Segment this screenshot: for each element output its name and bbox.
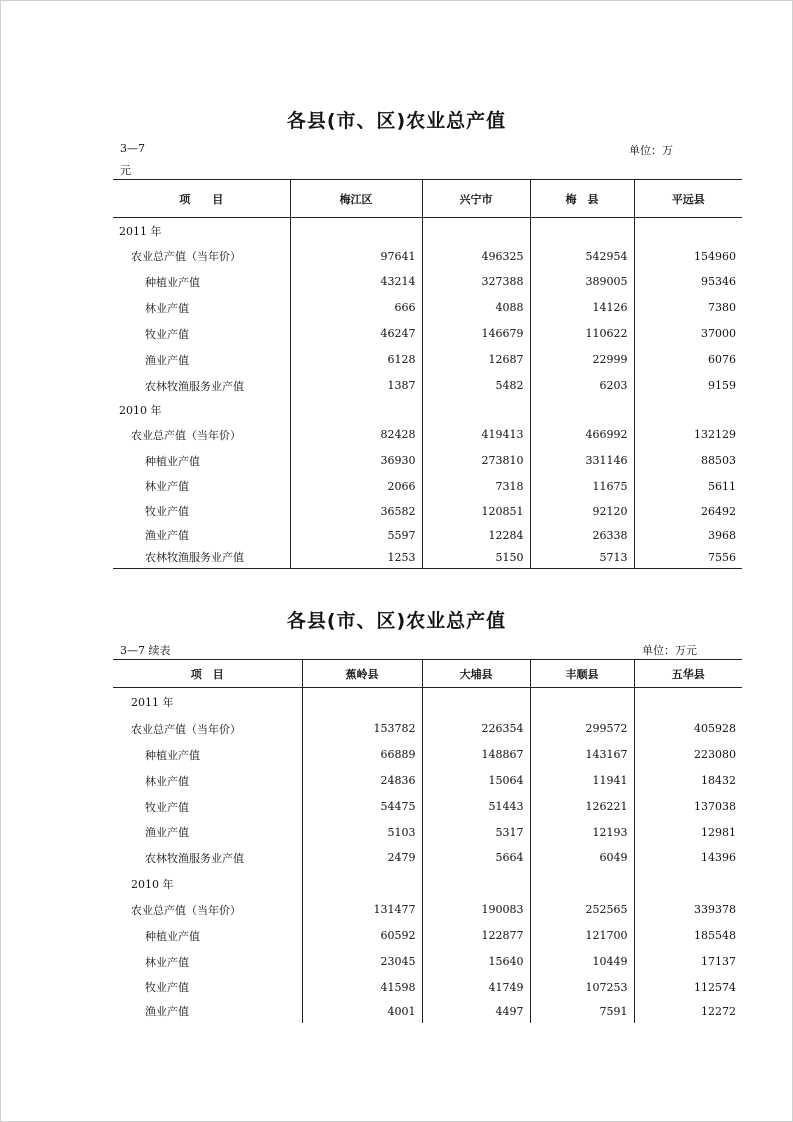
table-row [113, 269, 742, 295]
table-cell: 51443 [422, 794, 530, 820]
table1-code: 3—7 [120, 142, 145, 155]
table-cell: 92120 [530, 499, 634, 524]
table-cell: 107253 [530, 975, 634, 1000]
table1 [113, 179, 742, 569]
table-cell: 60592 [302, 923, 422, 949]
table-cell: 88503 [634, 448, 742, 474]
row-label: 牧业产值 [145, 327, 189, 341]
table-cell: 6128 [290, 347, 422, 373]
header-item: 项 目 [113, 180, 290, 218]
table-row [113, 716, 742, 742]
table-cell: 339378 [634, 897, 742, 923]
table-cell: 226354 [422, 716, 530, 742]
row-label: 种植业产值 [145, 275, 200, 289]
row-label: 农业总产值（当年价） [131, 722, 241, 736]
table-row [113, 524, 742, 547]
table-cell [530, 688, 634, 716]
header-jiaoling: 蕉岭县 [302, 660, 422, 688]
table-cell: 12284 [422, 524, 530, 547]
table-cell [530, 218, 634, 244]
table-cell: 7556 [634, 547, 742, 569]
row-label: 2010 年 [131, 877, 174, 891]
table-cell: 5103 [302, 820, 422, 845]
table-cell: 331146 [530, 448, 634, 474]
table2-header-row [113, 660, 742, 688]
table-cell [290, 399, 422, 422]
table-cell: 15064 [422, 768, 530, 794]
table-cell: 97641 [290, 244, 422, 269]
row-label: 渔业产值 [145, 353, 189, 367]
row-label: 牧业产值 [145, 505, 189, 518]
table-cell [530, 871, 634, 897]
table-cell: 10449 [530, 949, 634, 975]
table-cell: 15640 [422, 949, 530, 975]
table-cell [634, 688, 742, 716]
table2-unit: 单位：万元 [642, 644, 697, 657]
table-cell: 26338 [530, 524, 634, 547]
table-cell: 5611 [634, 474, 742, 499]
table-cell: 252565 [530, 897, 634, 923]
table-cell [530, 399, 634, 422]
table-cell: 95346 [634, 269, 742, 295]
table-cell: 4001 [302, 1000, 422, 1023]
table-cell: 41749 [422, 975, 530, 1000]
table-row [113, 295, 742, 321]
table-cell: 132129 [634, 422, 742, 448]
header-wuhua: 五华县 [634, 660, 742, 688]
table2 [113, 659, 742, 1023]
table-cell: 7591 [530, 1000, 634, 1023]
table-cell [422, 688, 530, 716]
table-cell: 18432 [634, 768, 742, 794]
row-label: 渔业产值 [145, 1005, 189, 1018]
table2-code: 3—7 续表 [120, 644, 171, 657]
table-cell: 3968 [634, 524, 742, 547]
row-label: 林业产值 [145, 774, 189, 788]
table-cell [422, 871, 530, 897]
table-cell: 5317 [422, 820, 530, 845]
table-cell: 542954 [530, 244, 634, 269]
table-cell: 66889 [302, 742, 422, 768]
table-cell [422, 218, 530, 244]
table-cell: 419413 [422, 422, 530, 448]
header-xingning: 兴宁市 [422, 180, 530, 218]
table-cell: 12272 [634, 1000, 742, 1023]
table-cell: 6049 [530, 845, 634, 871]
table-row [113, 845, 742, 871]
table-cell: 12981 [634, 820, 742, 845]
row-label: 林业产值 [145, 301, 189, 315]
table-row [113, 897, 742, 923]
table-cell: 11941 [530, 768, 634, 794]
table-cell: 137038 [634, 794, 742, 820]
table1-unit: 单位：万 [629, 144, 673, 157]
table-cell: 82428 [290, 422, 422, 448]
table-row [113, 871, 742, 897]
table-cell: 146679 [422, 321, 530, 347]
table-cell: 223080 [634, 742, 742, 768]
table-cell: 405928 [634, 716, 742, 742]
table-cell: 496325 [422, 244, 530, 269]
row-label: 农林牧渔服务业产值 [145, 379, 244, 393]
table-cell: 23045 [302, 949, 422, 975]
table-cell: 5150 [422, 547, 530, 569]
table-cell: 153782 [302, 716, 422, 742]
row-label: 农林牧渔服务业产值 [145, 851, 244, 865]
header-item: 项 目 [113, 660, 302, 688]
table-row [113, 347, 742, 373]
table-row [113, 949, 742, 975]
table-row [113, 742, 742, 768]
header-meixian: 梅 县 [530, 180, 634, 218]
table-cell: 12193 [530, 820, 634, 845]
row-label: 2011 年 [131, 695, 174, 709]
row-label: 牧业产值 [145, 981, 189, 994]
row-label: 种植业产值 [145, 454, 200, 468]
table-cell: 9159 [634, 373, 742, 399]
table-cell: 185548 [634, 923, 742, 949]
table-cell: 14396 [634, 845, 742, 871]
table-cell: 24836 [302, 768, 422, 794]
table-cell: 7380 [634, 295, 742, 321]
table-cell: 143167 [530, 742, 634, 768]
table-cell: 7318 [422, 474, 530, 499]
table-cell: 26492 [634, 499, 742, 524]
table-cell: 43214 [290, 269, 422, 295]
table-cell [422, 399, 530, 422]
header-dabu: 大埔县 [422, 660, 530, 688]
table-row [113, 321, 742, 347]
table-cell [634, 218, 742, 244]
table-cell: 36582 [290, 499, 422, 524]
table-cell: 120851 [422, 499, 530, 524]
table-cell [634, 871, 742, 897]
table-cell: 54475 [302, 794, 422, 820]
row-label: 农业总产值（当年价） [131, 428, 241, 442]
table-row [113, 373, 742, 399]
table-cell: 22999 [530, 347, 634, 373]
table-cell: 122877 [422, 923, 530, 949]
row-label: 林业产值 [145, 480, 189, 493]
table-cell: 126221 [530, 794, 634, 820]
table-cell: 14126 [530, 295, 634, 321]
row-label: 农林牧渔服务业产值 [145, 551, 244, 565]
table-row [113, 794, 742, 820]
table-row [113, 688, 742, 716]
table-cell: 2066 [290, 474, 422, 499]
table-cell: 4088 [422, 295, 530, 321]
row-label: 渔业产值 [145, 529, 189, 542]
table-row [113, 923, 742, 949]
table-cell: 1253 [290, 547, 422, 569]
table-cell: 666 [290, 295, 422, 321]
table-cell [302, 688, 422, 716]
row-label: 农业总产值（当年价） [131, 250, 241, 263]
table1-unit-wrap: 元 [120, 164, 131, 177]
table-cell: 5597 [290, 524, 422, 547]
table-row [113, 448, 742, 474]
table-cell: 131477 [302, 897, 422, 923]
table-row [113, 547, 742, 569]
table-row [113, 218, 742, 244]
table-cell: 12687 [422, 347, 530, 373]
table-cell: 154960 [634, 244, 742, 269]
table-row [113, 244, 742, 269]
table-cell: 389005 [530, 269, 634, 295]
table-row [113, 399, 742, 422]
table-cell: 5482 [422, 373, 530, 399]
table-cell: 41598 [302, 975, 422, 1000]
table-row [113, 1000, 742, 1023]
row-label: 种植业产值 [145, 929, 200, 943]
row-label: 2010 年 [119, 404, 162, 417]
header-pingyuan: 平远县 [634, 180, 742, 218]
table-cell: 121700 [530, 923, 634, 949]
table-row [113, 768, 742, 794]
table-cell: 110622 [530, 321, 634, 347]
table-row [113, 975, 742, 1000]
table-cell: 6076 [634, 347, 742, 373]
row-label: 种植业产值 [145, 748, 200, 762]
table-cell: 5664 [422, 845, 530, 871]
table-cell: 190083 [422, 897, 530, 923]
table-cell: 37000 [634, 321, 742, 347]
row-label: 渔业产值 [145, 826, 189, 839]
table-cell: 36930 [290, 448, 422, 474]
table-cell [634, 399, 742, 422]
table-cell: 1387 [290, 373, 422, 399]
row-label: 牧业产值 [145, 800, 189, 814]
table-cell: 148867 [422, 742, 530, 768]
table-cell: 466992 [530, 422, 634, 448]
table-row [113, 474, 742, 499]
table-cell: 17137 [634, 949, 742, 975]
row-label: 2011 年 [119, 224, 162, 238]
table-cell: 5713 [530, 547, 634, 569]
table-cell [302, 871, 422, 897]
table-cell: 299572 [530, 716, 634, 742]
table-cell [290, 218, 422, 244]
table-cell: 4497 [422, 1000, 530, 1023]
table-row [113, 499, 742, 524]
table-cell: 11675 [530, 474, 634, 499]
row-label: 农业总产值（当年价） [131, 903, 241, 917]
table-cell: 2479 [302, 845, 422, 871]
table-cell: 6203 [530, 373, 634, 399]
table1-title: 各县(市、区)农业总产值 [286, 110, 507, 132]
table-row [113, 422, 742, 448]
table-cell: 327388 [422, 269, 530, 295]
table-cell: 112574 [634, 975, 742, 1000]
table-cell: 273810 [422, 448, 530, 474]
table1-header-row [113, 180, 742, 218]
row-label: 林业产值 [145, 955, 189, 969]
table-row [113, 820, 742, 845]
header-fengshun: 丰顺县 [530, 660, 634, 688]
header-meijiang: 梅江区 [290, 180, 422, 218]
table2-title: 各县(市、区)农业总产值 [286, 610, 507, 632]
table-cell: 46247 [290, 321, 422, 347]
